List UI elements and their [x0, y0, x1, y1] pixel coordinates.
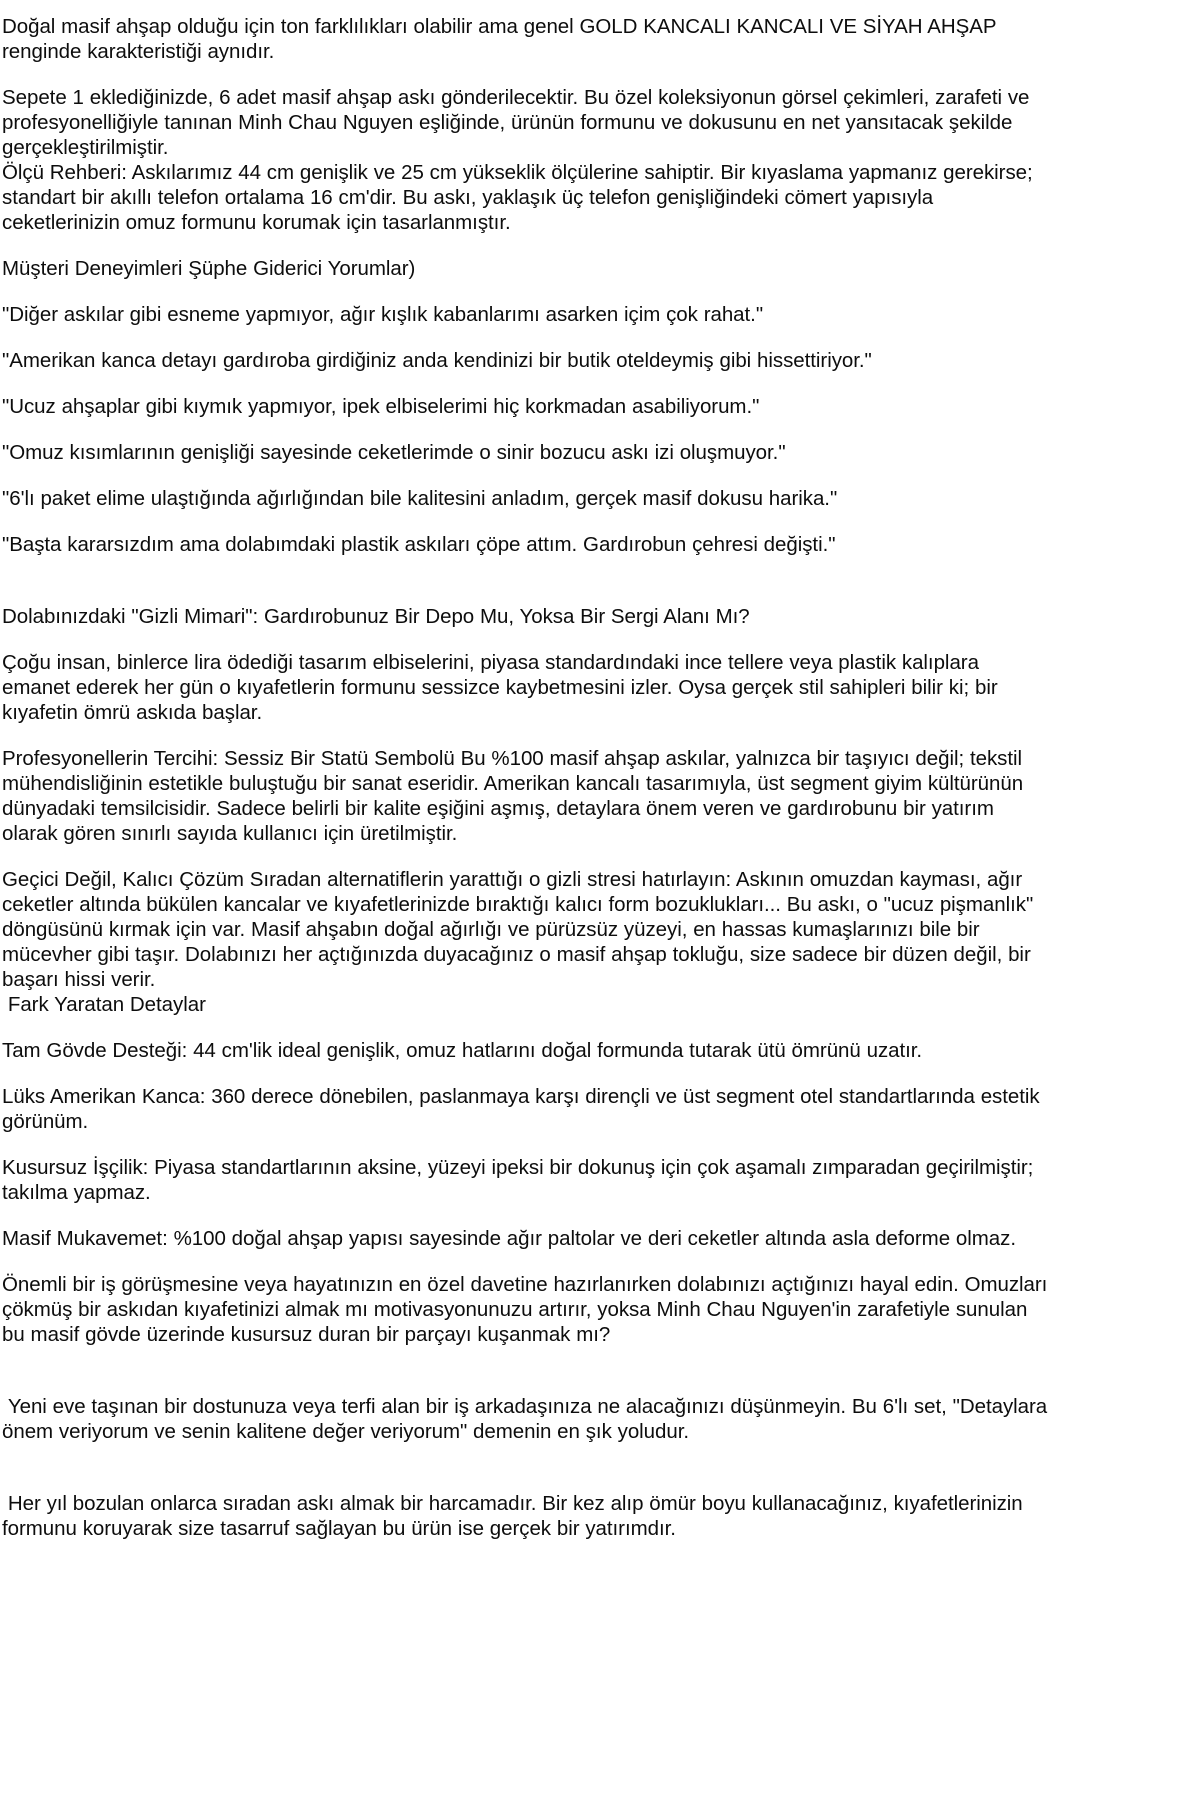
review-quote-1: "Diğer askılar gibi esneme yapmıyor, ağır kışlık kabanlarımı asarken içim çok rahat." — [2, 303, 764, 326]
paragraph-reviews-heading: Müşteri Deneyimleri Şüphe Giderici Yorumlar) — [2, 257, 416, 280]
review-quote-6: "Başta kararsızdım ama dolabımdaki plastik askıları çöpe attım. Gardırobun çehresi değişti." — [2, 533, 836, 556]
paragraph-permanent-solution: Geçici Değil, Kalıcı Çözüm Sıradan alternatiflerin yarattığı o gizli stresi hatırlayın: Askının omuzdan kayması, ağır ceketler altında bükülen kancalar ve kıyafetlerinizde bıraktığı kalıcı form bozuklukları... Bu askı, o "ucuz pişmanlık" döngüsünü kırmak için var. Masif ahşabın doğal ağırlığı ve pürüzsüz yüzeyi, en hassas kumaşlarınızı bile bir mücevher gibi taşır. Dolabınızı her açtığınızda duyacağınız o masif ahşap tokluğu, size sadece bir düzen değil, bir başarı hissi verir. — [2, 868, 1040, 991]
review-quote-5: "6'lı paket elime ulaştığında ağırlığından bile kalitesini anladım, gerçek masif dokusu harika." — [2, 487, 838, 510]
feature-solid-strength: Masif Mukavemet: %100 doğal ahşap yapısı sayesinde ağır paltolar ve deri ceketler altında asla deforme olmaz. — [2, 1227, 1016, 1250]
paragraph-imagine-scenario: Önemli bir iş görüşmesine veya hayatınızın en özel davetine hazırlanırken dolabınızı açtığınızı hayal edin. Omuzları çökmüş bir askıdan kıyafetinizi almak mı motivasyonunuzu artırır, yoksa Minh Chau Nguyen'in zarafetiyle sunulan bu masif gövde üzerinde kusursuz duran bir parçayı kuşanmak mı? — [2, 1273, 1054, 1346]
review-quote-2: "Amerikan kanca detayı gardıroba girdiğiniz anda kendinizi bir butik oteldeymiş gibi hissettiriyor." — [2, 349, 872, 372]
paragraph-cart-info: Sepete 1 eklediğinizde, 6 adet masif ahşap askı gönderilecektir. Bu özel koleksiyonun görsel çekimleri, zarafeti ve profesyonelliğiyle tanınan Minh Chau Nguyen eşliğinde, ürünün formunu ve dokusunu en net yansıtacak şekilde gerçekleştirilmiştir. — [2, 86, 1036, 159]
feature-full-body-support: Tam Gövde Desteği: 44 cm'lik ideal genişlik, omuz hatlarını doğal formunda tutarak ütü ömrünü uzatır. — [2, 1039, 923, 1062]
paragraph-tone-variation: Doğal masif ahşap olduğu için ton farklılıkları olabilir ama genel GOLD KANCALI KANCALI VE SİYAH AHŞAP renginde karakteristiği aynıdır. — [2, 15, 1002, 63]
paragraph-gift-suggestion: Yeni eve taşınan bir dostunuza veya terfi alan bir iş arkadaşınıza ne alacağınızı düşünmeyin. Bu 6'lı set, "Detaylara önem veriyorum ve senin kalitene değer veriyorum" demenin en şık yoludur. — [2, 1395, 1053, 1443]
feature-american-hook: Lüks Amerikan Kanca: 360 derece dönebilen, paslanmaya karşı dirençli ve üst segment otel standartlarında estetik görünüm. — [2, 1085, 1046, 1133]
paragraph-most-people: Çoğu insan, binlerce lira ödediği tasarım elbiselerini, piyasa standardındaki ince tellere veya plastik kalıplara emanet ederek her gün o kıyafetlerin formunu sessizce kaybetmesini izler. Oysa gerçek stil sahipleri bilir ki; bir kıyafetin ömrü askıda başlar. — [2, 651, 1004, 724]
review-quote-4: "Omuz kısımlarının genişliği sayesinde ceketlerimde o sinir bozucu askı izi oluşmuyor." — [2, 441, 786, 464]
paragraph-investment-close: Her yıl bozulan onlarca sıradan askı almak bir harcamadır. Bir kez alıp ömür boyu kullanacağınız, kıyafetlerinizin formunu koruyarak size tasarruf sağlayan bu ürün ise gerçek bir yatırımdır. — [2, 1492, 1029, 1540]
paragraph-hidden-architecture-heading: Dolabınızdaki "Gizli Mimari": Gardırobunuz Bir Depo Mu, Yoksa Bir Sergi Alanı Mı? — [2, 605, 750, 628]
review-quote-3: "Ucuz ahşaplar gibi kıymık yapmıyor, ipek elbiselerimi hiç korkmadan asabiliyorum." — [2, 395, 760, 418]
paragraph-professionals-choice: Profesyonellerin Tercihi: Sessiz Bir Statü Sembolü Bu %100 masif ahşap askılar, yalnızca bir taşıyıcı değil; tekstil mühendisliğinin estetikle buluştuğu bir sanat eseridir. Amerikan kancalı tasarımıyla, üst segment giyim kültürünün dünyadaki temsilcisidir. Sadece belirli bir kalite eşiğini aşmış, detaylara önem veren ve gardırobunu bir yatırım olarak gören sınırlı sayıda kullanıcı için üretilmiştir. — [2, 747, 1029, 845]
paragraph-details-heading: Fark Yaratan Detaylar — [2, 993, 206, 1016]
paragraph-size-guide: Ölçü Rehberi: Askılarımız 44 cm genişlik ve 25 cm yükseklik ölçülerine sahiptir. Bir kıyaslama yapmanız gerekirse; standart bir akıllı telefon ortalama 16 cm'dir. Bu askı, yaklaşık üç telefon genişliğindeki cömert yapısıyla ceketlerinizin omuz formunu korumak için tasarlanmıştır. — [2, 161, 1039, 234]
feature-flawless-workmanship: Kusursuz İşçilik: Piyasa standartlarının aksine, yüzeyi ipeksi bir dokunuş için çok aşamalı zımparadan geçirilmiştir; takılma yapmaz. — [2, 1156, 1040, 1204]
